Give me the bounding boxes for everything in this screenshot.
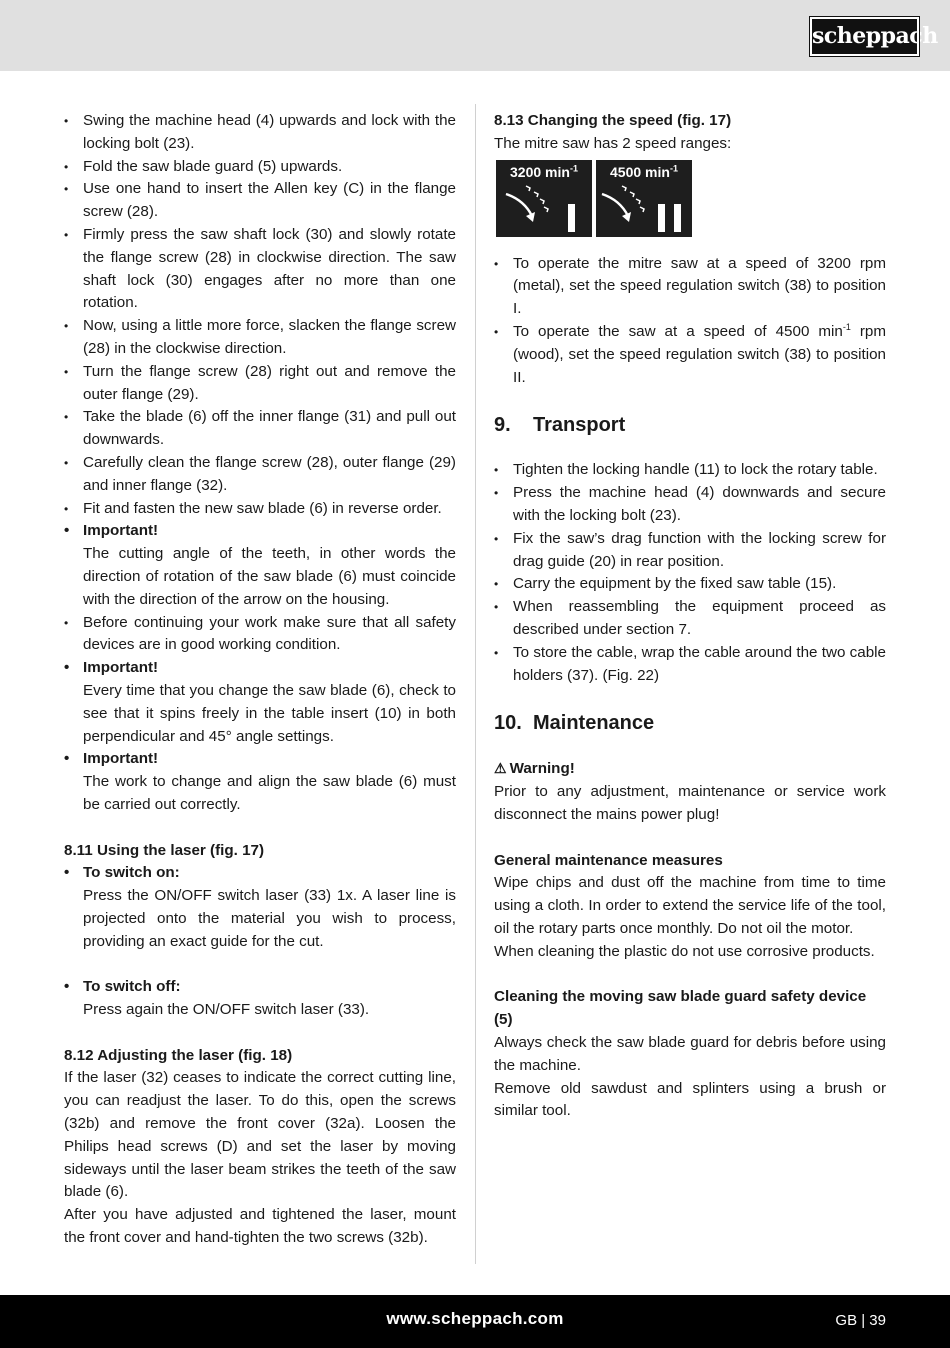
section-heading-8-11: 8.11 Using the laser (fig. 17): [64, 841, 265, 859]
list-item: • Before continuing your work make sure that all safety devices are in good working condition.: [64, 612, 456, 658]
list-item: • Fit and fasten the new saw blade (6) in reverse order.: [64, 498, 456, 521]
speed-unit-exponent: -1: [842, 321, 851, 332]
list-item: • Fold the saw blade guard (5) upwards.: [64, 156, 456, 179]
subheading: Cleaning the moving saw blade guard safety device (5): [494, 988, 867, 1029]
brand-logo: scheppach: [810, 17, 919, 56]
speed-i-mark: [568, 204, 575, 232]
list-item: • Tighten the locking handle (11) to lock the rotary table.: [494, 459, 886, 482]
speed-1-value: 3200 min: [510, 163, 570, 180]
warning-icon: ⚠: [494, 760, 507, 777]
right-column: [494, 110, 886, 1123]
list-item: • Now, using a little more force, slacken the flange screw (28) in the clockwise direction.: [64, 315, 456, 361]
list-item: • Fix the saw’s drag function with the locking screw for drag guide (20) in rear position.: [494, 528, 886, 574]
switch-off-heading: • To switch off:: [64, 976, 456, 999]
list-item: • To operate the mitre saw at a speed of 3200 rpm (metal), set the speed regulation switch (38) to position I.: [494, 253, 886, 321]
section-heading-10: [494, 709, 886, 737]
speed-2-value: 4500 min: [610, 163, 670, 180]
paragraph: Always check the saw blade guard for debris before using the machine.: [494, 1033, 886, 1074]
list-item: [494, 321, 886, 389]
list-item: • Firmly press the saw shaft lock (30) and slowly rotate the flange screw (28) in clockwise direction. The saw shaft lock (30) engages after no more than one rotation.: [64, 224, 456, 315]
list-item: • Carry the equipment by the fixed saw table (15).: [494, 573, 886, 596]
warning-title: Warning!: [509, 760, 575, 778]
switch-on-text: Press the ON/OFF switch laser (33) 1x. A laser line is projected onto the material you wish to process, providing an exact guide for the cut.: [83, 887, 456, 950]
list-item: • To store the cable, wrap the cable around the two cable holders (37). (Fig. 22): [494, 642, 886, 688]
saw-blade-icon: [496, 182, 592, 237]
speed-range-2: [596, 160, 692, 237]
speed-range-1: [496, 160, 592, 237]
list-item: • Swing the machine head (4) upwards and lock with the locking bolt (23).: [64, 110, 456, 156]
list-item: • Take the blade (6) off the inner flange (31) and pull out downwards.: [64, 406, 456, 452]
list-item: • When reassembling the equipment proceed as described under section 7.: [494, 596, 886, 642]
important-heading: • Important!: [64, 748, 456, 771]
list-item: • Use one hand to insert the Allen key (C) in the flange screw (28).: [64, 178, 456, 224]
important-heading: • Important!: [64, 657, 456, 680]
speed-bullet-2-b: rpm (wood), set the speed regulation switch (38) to position II.: [513, 322, 886, 386]
speed-bullet-2-a: To operate the saw at a speed of 4500 min: [513, 322, 843, 340]
section-title: Transport: [533, 414, 626, 437]
subheading: General maintenance measures: [494, 851, 723, 869]
paragraph: The mitre saw has 2 speed ranges:: [494, 134, 732, 152]
warning-heading: [494, 757, 886, 781]
speed-ii-mark-a: [658, 204, 665, 232]
paragraph: Remove old sawdust and splinters using a brush or similar tool.: [494, 1079, 886, 1120]
speed-unit-exponent: -1: [669, 162, 678, 173]
section-number: 10.: [494, 712, 522, 735]
paragraph: After you have adjusted and tightened the laser, mount the front cover and hand-tighten the two screws (32b).: [64, 1206, 456, 1247]
paragraph: Wipe chips and dust off the machine from time to time using a cloth. In order to extend the service life of the tool, oil the rotary parts once monthly. Do not oil the motor.: [494, 874, 886, 937]
important-heading: • Important!: [64, 520, 456, 543]
column-divider: [475, 104, 476, 1264]
list-item: • Turn the flange screw (28) right out and remove the outer flange (29).: [64, 361, 456, 407]
footer-bar: [0, 1295, 950, 1348]
page-number: GB | 39: [835, 1312, 886, 1329]
list-item: • Carefully clean the flange screw (28), outer flange (29) and inner flange (32).: [64, 452, 456, 498]
saw-blade-icon: [596, 182, 692, 237]
speed-range-graphic: [496, 160, 886, 237]
speed-ii-mark-b: [674, 204, 681, 232]
important-text: Every time that you change the saw blade (6), check to see that it spins freely in the table insert (10) in both perpendicular and 45° angle settings.: [83, 681, 456, 745]
section-number: 9.: [494, 414, 511, 437]
section-title: Maintenance: [533, 712, 655, 735]
switch-on-heading: • To switch on:: [64, 862, 456, 885]
section-heading-8-12: 8.12 Adjusting the laser (fig. 18): [64, 1046, 293, 1064]
website-link[interactable]: www.scheppach.com: [386, 1309, 564, 1328]
important-text: The cutting angle of the teeth, in other words the direction of rotation of the saw blade (6) must coincide with the direction of the arrow on the housing.: [83, 545, 456, 608]
important-text: The work to change and align the saw blade (6) must be carried out correctly.: [83, 773, 456, 813]
paragraph: When cleaning the plastic do not use corrosive products.: [494, 942, 875, 960]
header-bar: [0, 0, 950, 71]
section-heading-9: [494, 411, 886, 439]
speed-unit-exponent: -1: [569, 162, 578, 173]
section-heading-8-13: 8.13 Changing the speed (fig. 17): [494, 112, 732, 129]
paragraph: If the laser (32) ceases to indicate the correct cutting line, you can readjust the laser. To do this, open the screws (32b) and remove the front cover (32a). Loosen the Philips head screws (D) and set the laser by moving sideways until the laser beam strikes the teeth of the saw blade (6).: [64, 1069, 456, 1201]
warning-text: Prior to any adjustment, maintenance or service work disconnect the mains power plug!: [494, 783, 886, 823]
left-column: [64, 110, 456, 1250]
switch-off-text: Press again the ON/OFF switch laser (33).: [83, 1001, 370, 1019]
list-item: • Press the machine head (4) downwards and secure with the locking bolt (23).: [494, 482, 886, 528]
